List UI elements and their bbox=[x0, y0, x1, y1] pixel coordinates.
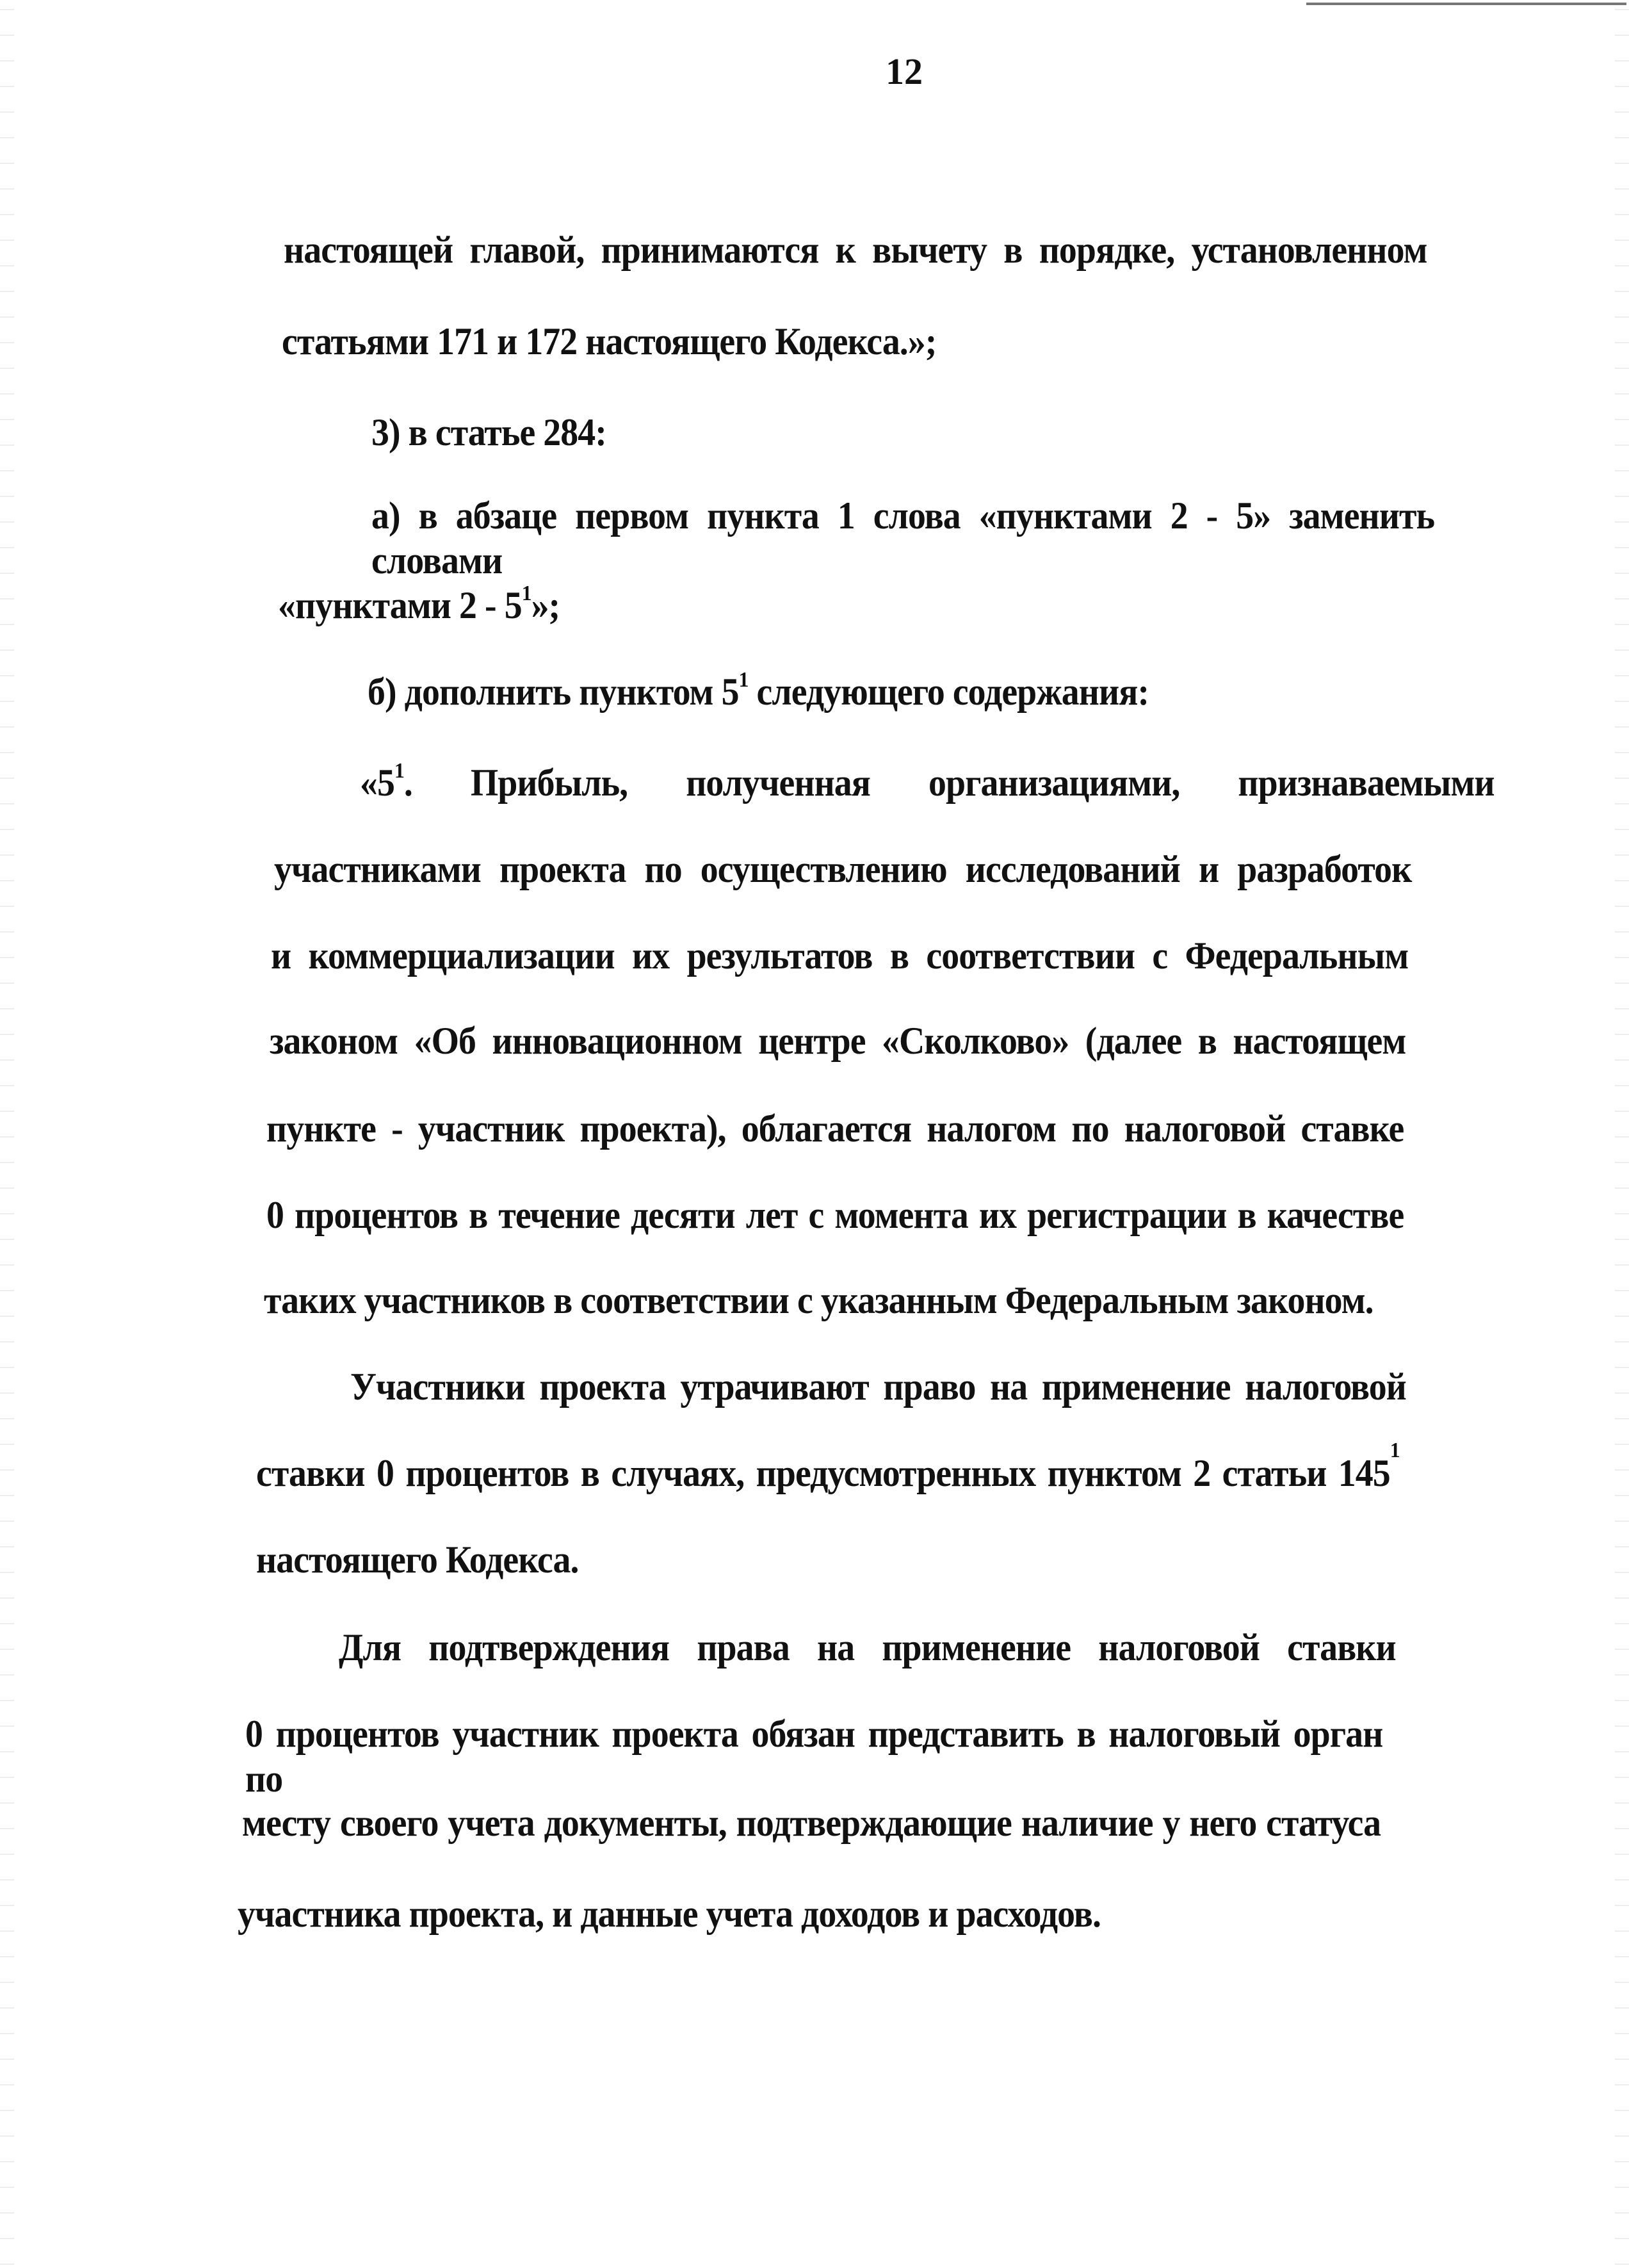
text-line: Участники проекта утрачивают право на применение налоговой bbox=[350, 1366, 1406, 1408]
text-line bbox=[360, 760, 1495, 805]
text-span: »; bbox=[531, 584, 560, 626]
text-line: 0 процентов участник проекта обязан представить в налоговый орган по bbox=[245, 1713, 1383, 1800]
text-span: «пунктами 2 - 5 bbox=[278, 584, 522, 626]
superscript: 1 bbox=[521, 582, 531, 605]
text-span: . Прибыль, полученная организациями, признаваемыми bbox=[403, 762, 1495, 804]
scan-edge-right bbox=[1615, 0, 1629, 2268]
text-line: 0 процентов в течение десяти лет с момента их регистрации в качестве bbox=[266, 1194, 1404, 1236]
text-span: б) дополнить пунктом 5 bbox=[368, 671, 739, 713]
text-line: законом «Об инновационном центре «Сколково» (далее в настоящем bbox=[270, 1020, 1406, 1062]
scan-edge-left bbox=[0, 0, 14, 2268]
text-line: месту своего учета документы, подтверждающие наличие у него статуса bbox=[242, 1802, 1381, 1844]
text-line bbox=[278, 583, 560, 628]
text-line: участниками проекта по осуществлению исследований и разработок bbox=[274, 848, 1412, 890]
text-line: статьями 171 и 172 настоящего Кодекса.»; bbox=[282, 320, 937, 363]
text-line: Для подтверждения права на применение налоговой ставки bbox=[339, 1626, 1396, 1668]
text-span: следующего содержания: bbox=[748, 671, 1149, 713]
scan-top-edge bbox=[1306, 3, 1626, 5]
text-line: таких участников в соответствии с указанным Федеральным законом. bbox=[264, 1279, 1374, 1321]
text-line bbox=[256, 1439, 1400, 1496]
superscript: 1 bbox=[1390, 1439, 1400, 1462]
text-span: ставки 0 процентов в случаях, предусмотренных пунктом 2 статьи 145 bbox=[256, 1452, 1390, 1494]
text-line: настоящего Кодекса. bbox=[256, 1538, 579, 1581]
text-line: пункте - участник проекта), облагается налогом по налоговой ставке bbox=[266, 1107, 1404, 1150]
superscript: 1 bbox=[738, 668, 749, 692]
text-line: и коммерциализации их результатов в соответствии с Федеральным bbox=[271, 934, 1409, 977]
text-line: 3) в статье 284: bbox=[371, 411, 606, 453]
text-line: а) в абзаце первом пункта 1 слова «пунктами 2 - 5» заменить словами bbox=[371, 494, 1435, 582]
text-line: настоящей главой, принимаются к вычету в порядке, установленном bbox=[284, 229, 1427, 271]
page-number: 12 bbox=[886, 51, 923, 92]
text-line bbox=[368, 669, 1149, 714]
text-line: участника проекта, и данные учета доходов и расходов. bbox=[238, 1893, 1101, 1935]
text-span: «5 bbox=[360, 762, 394, 804]
superscript: 1 bbox=[394, 759, 404, 783]
